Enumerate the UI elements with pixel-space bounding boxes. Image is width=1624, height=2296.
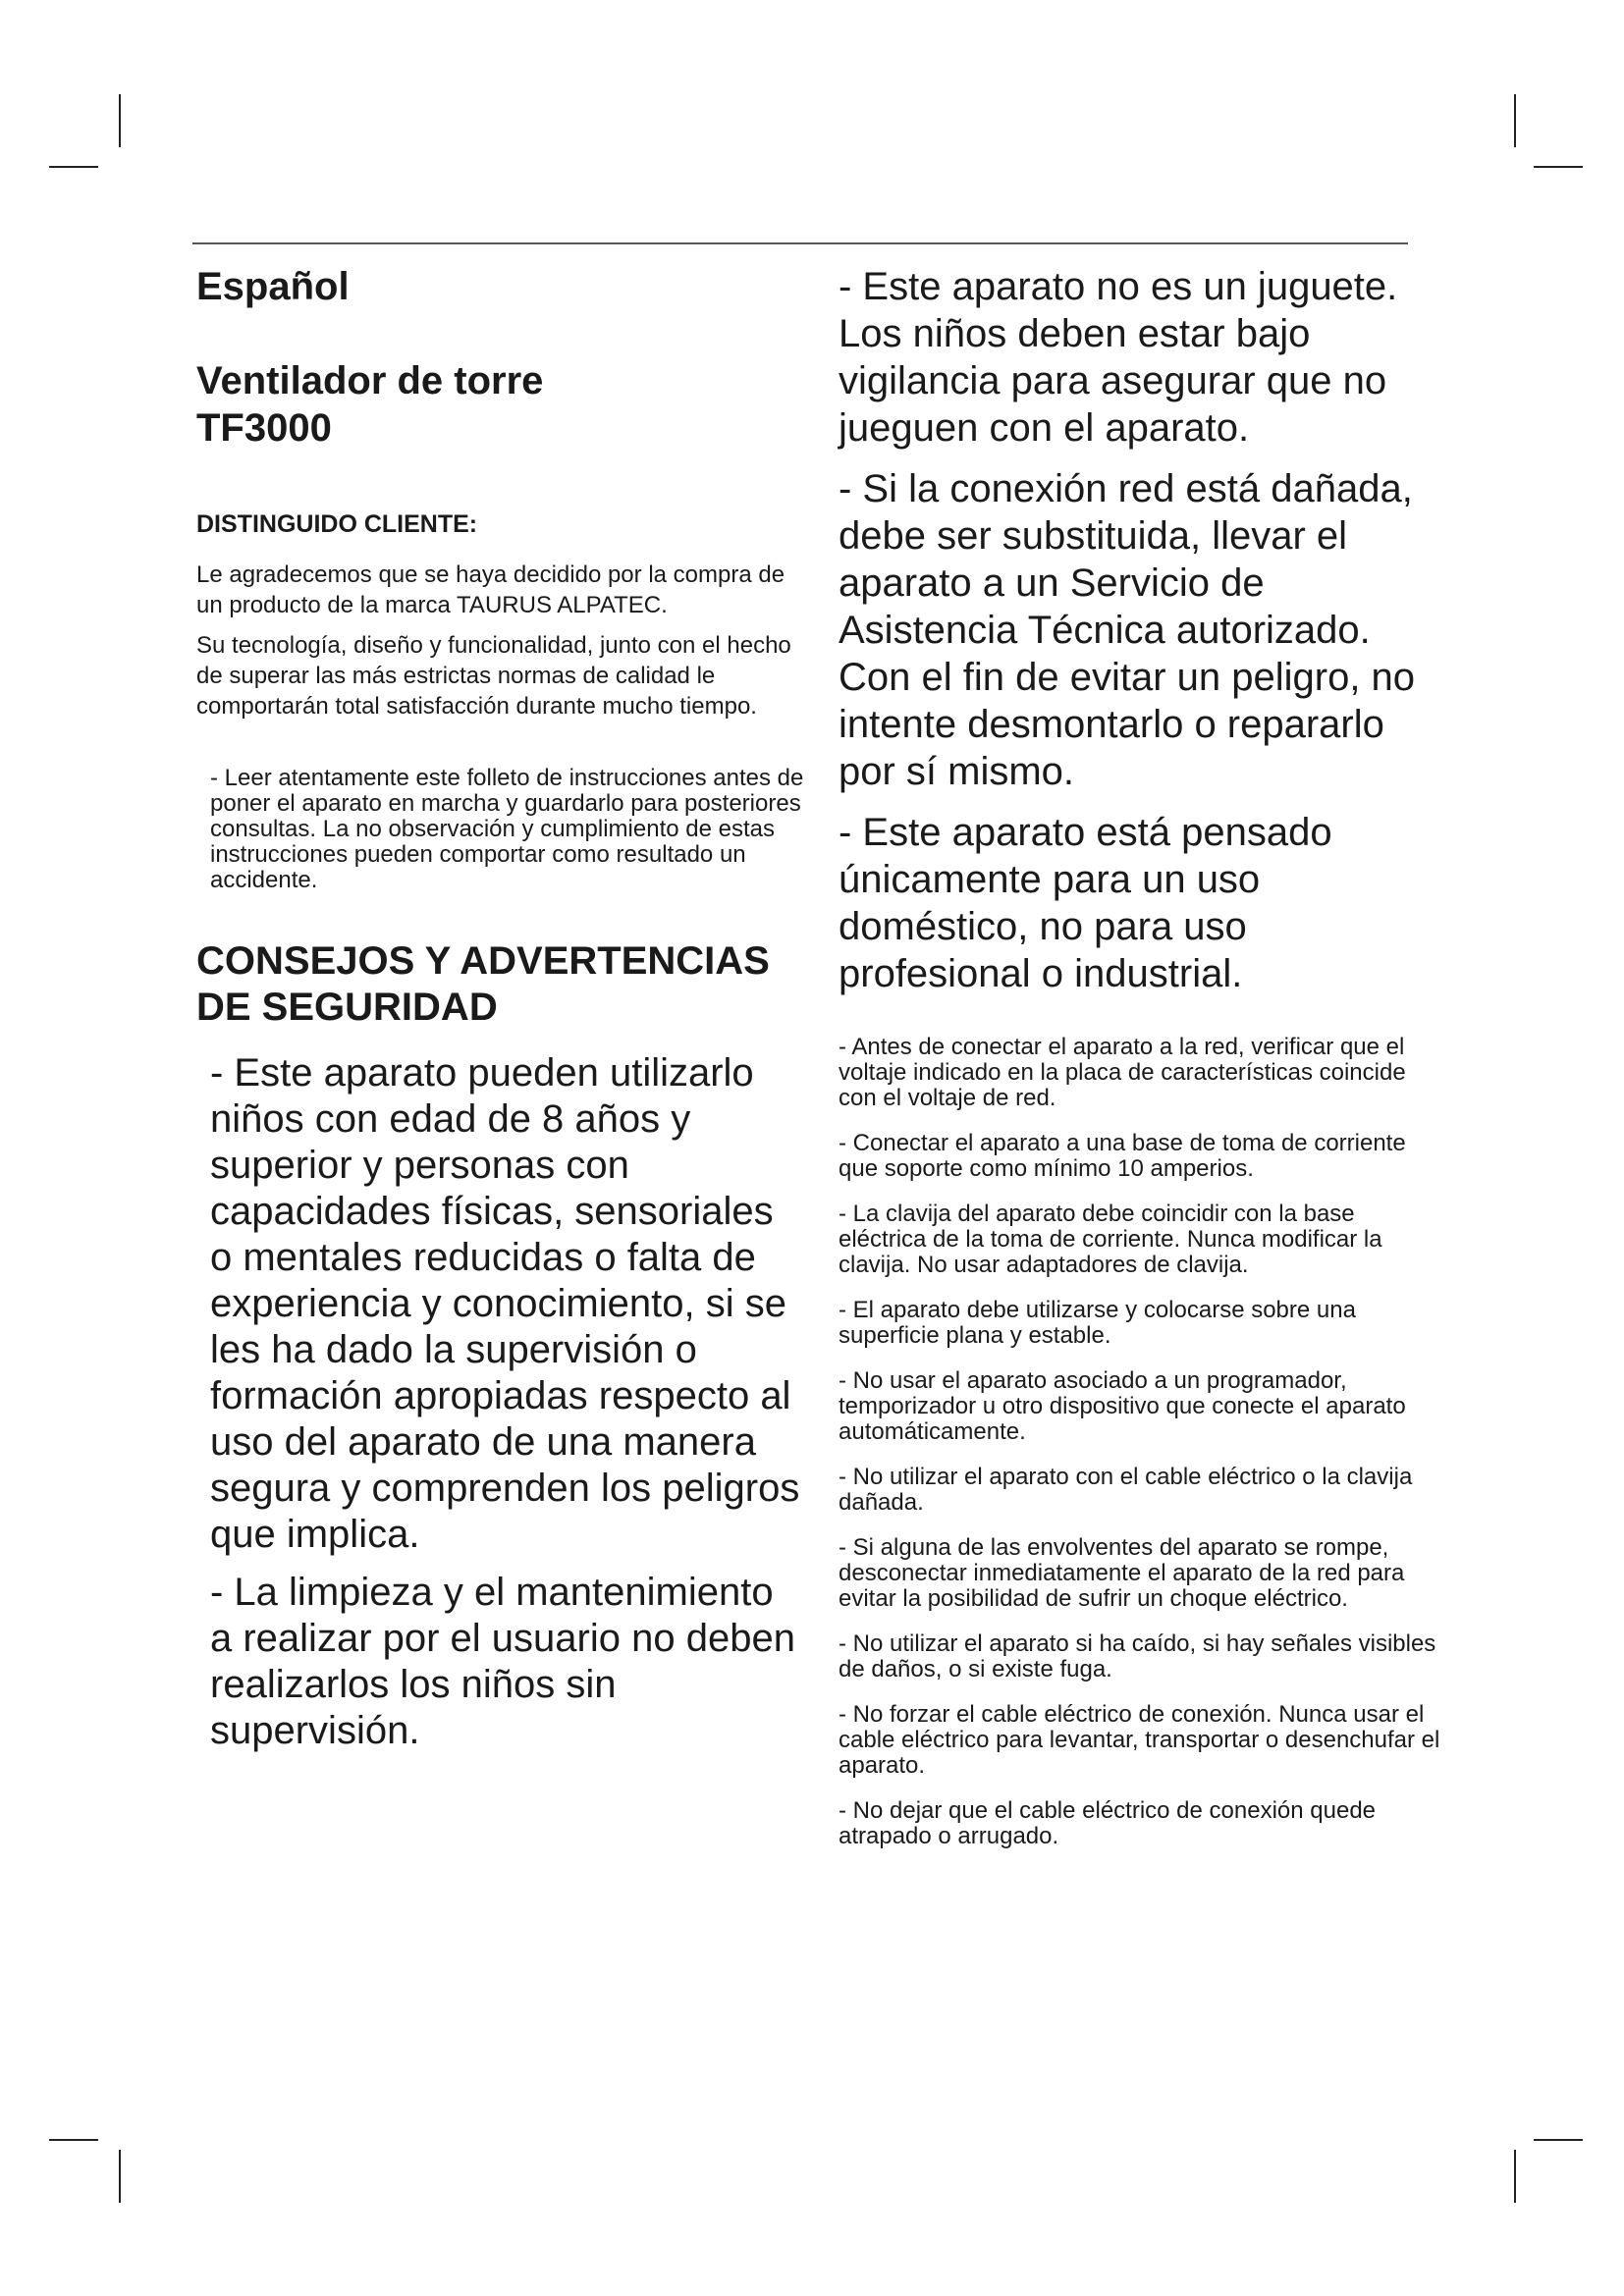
right-column <box>839 263 1447 1869</box>
safety-item: - Antes de conectar el aparato a la red, verificar que el voltaje indicado en la placa de características coincide con el voltaje de red. <box>839 1034 1406 1111</box>
crop-mark-bottom-right-vertical <box>1514 2150 1516 2203</box>
model-number: TF3000 <box>196 406 332 450</box>
intro-paragraph: Le agradecemos que se haya decidido por la compra de un producto de la marca TAURUS ALPATEC. <box>196 561 785 618</box>
product-name: Ventilador de torre <box>196 359 544 402</box>
crop-mark-top-left-vertical <box>119 94 121 147</box>
safety-item: - Conectar el aparato a una base de toma de corriente que soporte como mínimo 10 amperios. <box>839 1130 1406 1182</box>
warning-item: - La limpieza y el mantenimiento a realizar por el usuario no deben realizarlos los niños sin supervisión. <box>210 1571 795 1752</box>
safety-item: - No forzar el cable eléctrico de conexión. Nunca usar el cable eléctrico para levantar, transportar o desenchufar el aparato. <box>839 1701 1440 1779</box>
language-heading: Español <box>196 265 350 308</box>
safety-list <box>839 1035 1447 1849</box>
safety-item: - La clavija del aparato debe coincidir con la base eléctrica de la toma de corriente. Nunca modificar la clavija. No usar adaptadores de clavija. <box>839 1201 1382 1278</box>
read-instructions-note: - Leer atentamente este folleto de instrucciones antes de poner el aparato en marcha y guardarlo para posteriores consultas. La no observación y cumplimiento de estas instrucciones pueden comportar como resultado un accidente. <box>210 765 804 893</box>
crop-mark-top-right-horizontal <box>1534 166 1583 168</box>
crop-mark-top-left-horizontal <box>49 166 98 168</box>
left-column <box>196 263 805 1754</box>
header-rule <box>192 242 1408 244</box>
safety-item: - El aparato debe utilizarse y colocarse sobre una superficie plana y estable. <box>839 1297 1356 1349</box>
safety-section-title: CONSEJOS Y ADVERTENCIAS DE SEGURIDAD <box>196 939 770 1029</box>
crop-mark-bottom-left-vertical <box>119 2150 121 2203</box>
product-title <box>196 357 805 452</box>
intro-paragraph: Su tecnología, diseño y funcionalidad, junto con el hecho de superar las más estrictas normas de calidad le comportarán total satisfacción durante mucho tiempo. <box>196 632 791 720</box>
warning-item: - Este aparato no es un juguete. Los niños deben estar bajo vigilancia para asegurar que no jueguen con el aparato. <box>839 265 1398 450</box>
crop-mark-bottom-right-horizontal <box>1534 2139 1583 2141</box>
crop-mark-bottom-left-horizontal <box>49 2139 98 2141</box>
safety-item: - No utilizar el aparato con el cable eléctrico o la clavija dañada. <box>839 1464 1413 1516</box>
warning-item: - Este aparato pueden utilizarlo niños con edad de 8 años y superior y personas con capacidades físicas, sensoriales o mentales reducidas o falta de experiencia y conocimiento, si se les ha dado la supervisión o formación apropiadas respecto al uso del aparato de una manera segura y comprenden los peligros que implica. <box>210 1051 800 1556</box>
safety-item: - No utilizar el aparato si ha caído, si hay señales visibles de daños, o si existe fuga. <box>839 1630 1436 1682</box>
safety-item: - Si alguna de las envolventes del aparato se rompe, desconectar inmediatamente el aparato de la red para evitar la posibilidad de sufrir un choque eléctrico. <box>839 1534 1405 1612</box>
safety-item: - No dejar que el cable eléctrico de conexión quede atrapado o arrugado. <box>839 1797 1377 1849</box>
safety-item: - No usar el aparato asociado a un programador, temporizador u otro dispositivo que conecte el aparato automáticamente. <box>839 1367 1406 1445</box>
greeting: DISTINGUIDO CLIENTE: <box>196 510 478 538</box>
crop-mark-top-right-vertical <box>1514 94 1516 147</box>
warning-item: - Este aparato está pensado únicamente para un uso doméstico, no para uso profesional o industrial. <box>839 811 1332 995</box>
warning-item: - Si la conexión red está dañada, debe ser substituida, llevar el aparato a un Servicio de Asistencia Técnica autorizado. Con el fin de evitar un peligro, no intente desmontarlo o repararlo por sí mismo. <box>839 467 1416 793</box>
